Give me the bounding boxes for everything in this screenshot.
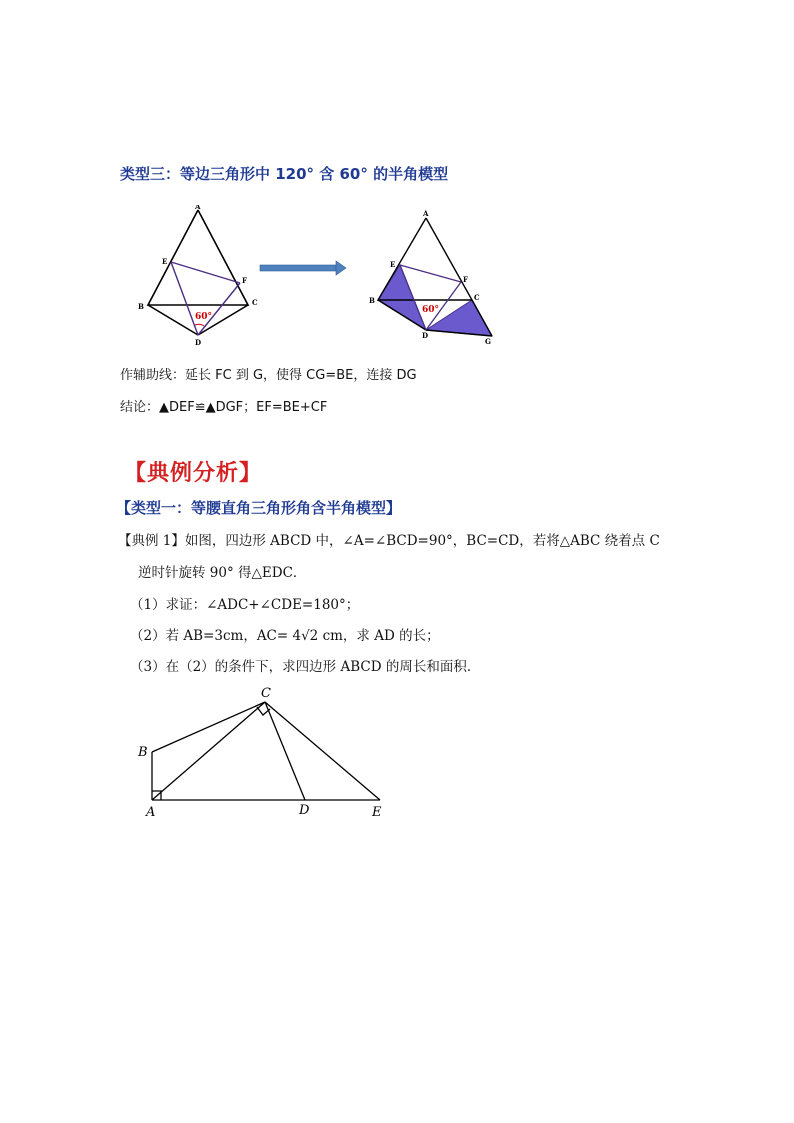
fig1-label-d: D — [195, 338, 202, 345]
fig1-label-c: C — [252, 298, 258, 307]
fig1-label-b: B — [138, 302, 144, 311]
fig1-label-e: E — [162, 257, 168, 266]
question-1: （1）求证：∠ADC+∠CDE=180°； — [130, 597, 360, 613]
fig3-label-a: A — [146, 805, 156, 820]
fig2-label-d: D — [422, 331, 429, 340]
fig3-label-d: D — [299, 803, 310, 818]
arrow-icon — [258, 258, 348, 278]
fig2-label-b: B — [369, 296, 375, 305]
auxiliary-line-text: 作辅助线：延长 FC 到 G，使得 CG=BE，连接 DG — [120, 368, 417, 383]
fig3-label-e: E — [372, 805, 382, 820]
fig1-angle-label: 60° — [195, 312, 213, 322]
figure-type3-original — [138, 205, 268, 345]
fig2-angle-label: 60° — [422, 305, 440, 315]
example1-line1: 【典例 1】如图，四边形 ABCD 中，∠A=∠BCD=90°，BC=CD，若将△ABC 绕着点 C — [118, 533, 660, 549]
fig1-label-a: A — [195, 205, 201, 211]
question-2: （2）若 AB=3cm，AC= 4√2 cm，求 AD 的长； — [130, 628, 440, 644]
fig2-label-g: G — [485, 337, 491, 345]
section-title: 【典例分析】 — [124, 460, 263, 486]
fig2-label-c: C — [474, 293, 480, 302]
fig3-label-b: B — [138, 745, 148, 760]
conclusion-text: 结论：▲DEF≌▲DGF；EF=BE+CF — [120, 400, 328, 415]
fig2-label-f: F — [463, 275, 468, 284]
fig2-label-a: A — [423, 210, 429, 218]
type3-title: 类型三：等边三角形中 120° 含 60° 的半角模型 — [120, 165, 449, 183]
question-3: （3）在（2）的条件下，求四边形 ABCD 的周长和面积． — [130, 659, 481, 675]
type1-title: 【类型一：等腰直角三角形角含半角模型】 — [116, 499, 402, 517]
fig1-label-f: F — [242, 276, 247, 285]
fig3-label-c: C — [261, 686, 271, 701]
fig2-label-e: E — [390, 260, 396, 269]
example1-line2: 逆时针旋转 90° 得△EDC． — [138, 565, 307, 581]
figure-type3-auxiliary — [368, 210, 498, 345]
figure-example1 — [130, 682, 400, 822]
